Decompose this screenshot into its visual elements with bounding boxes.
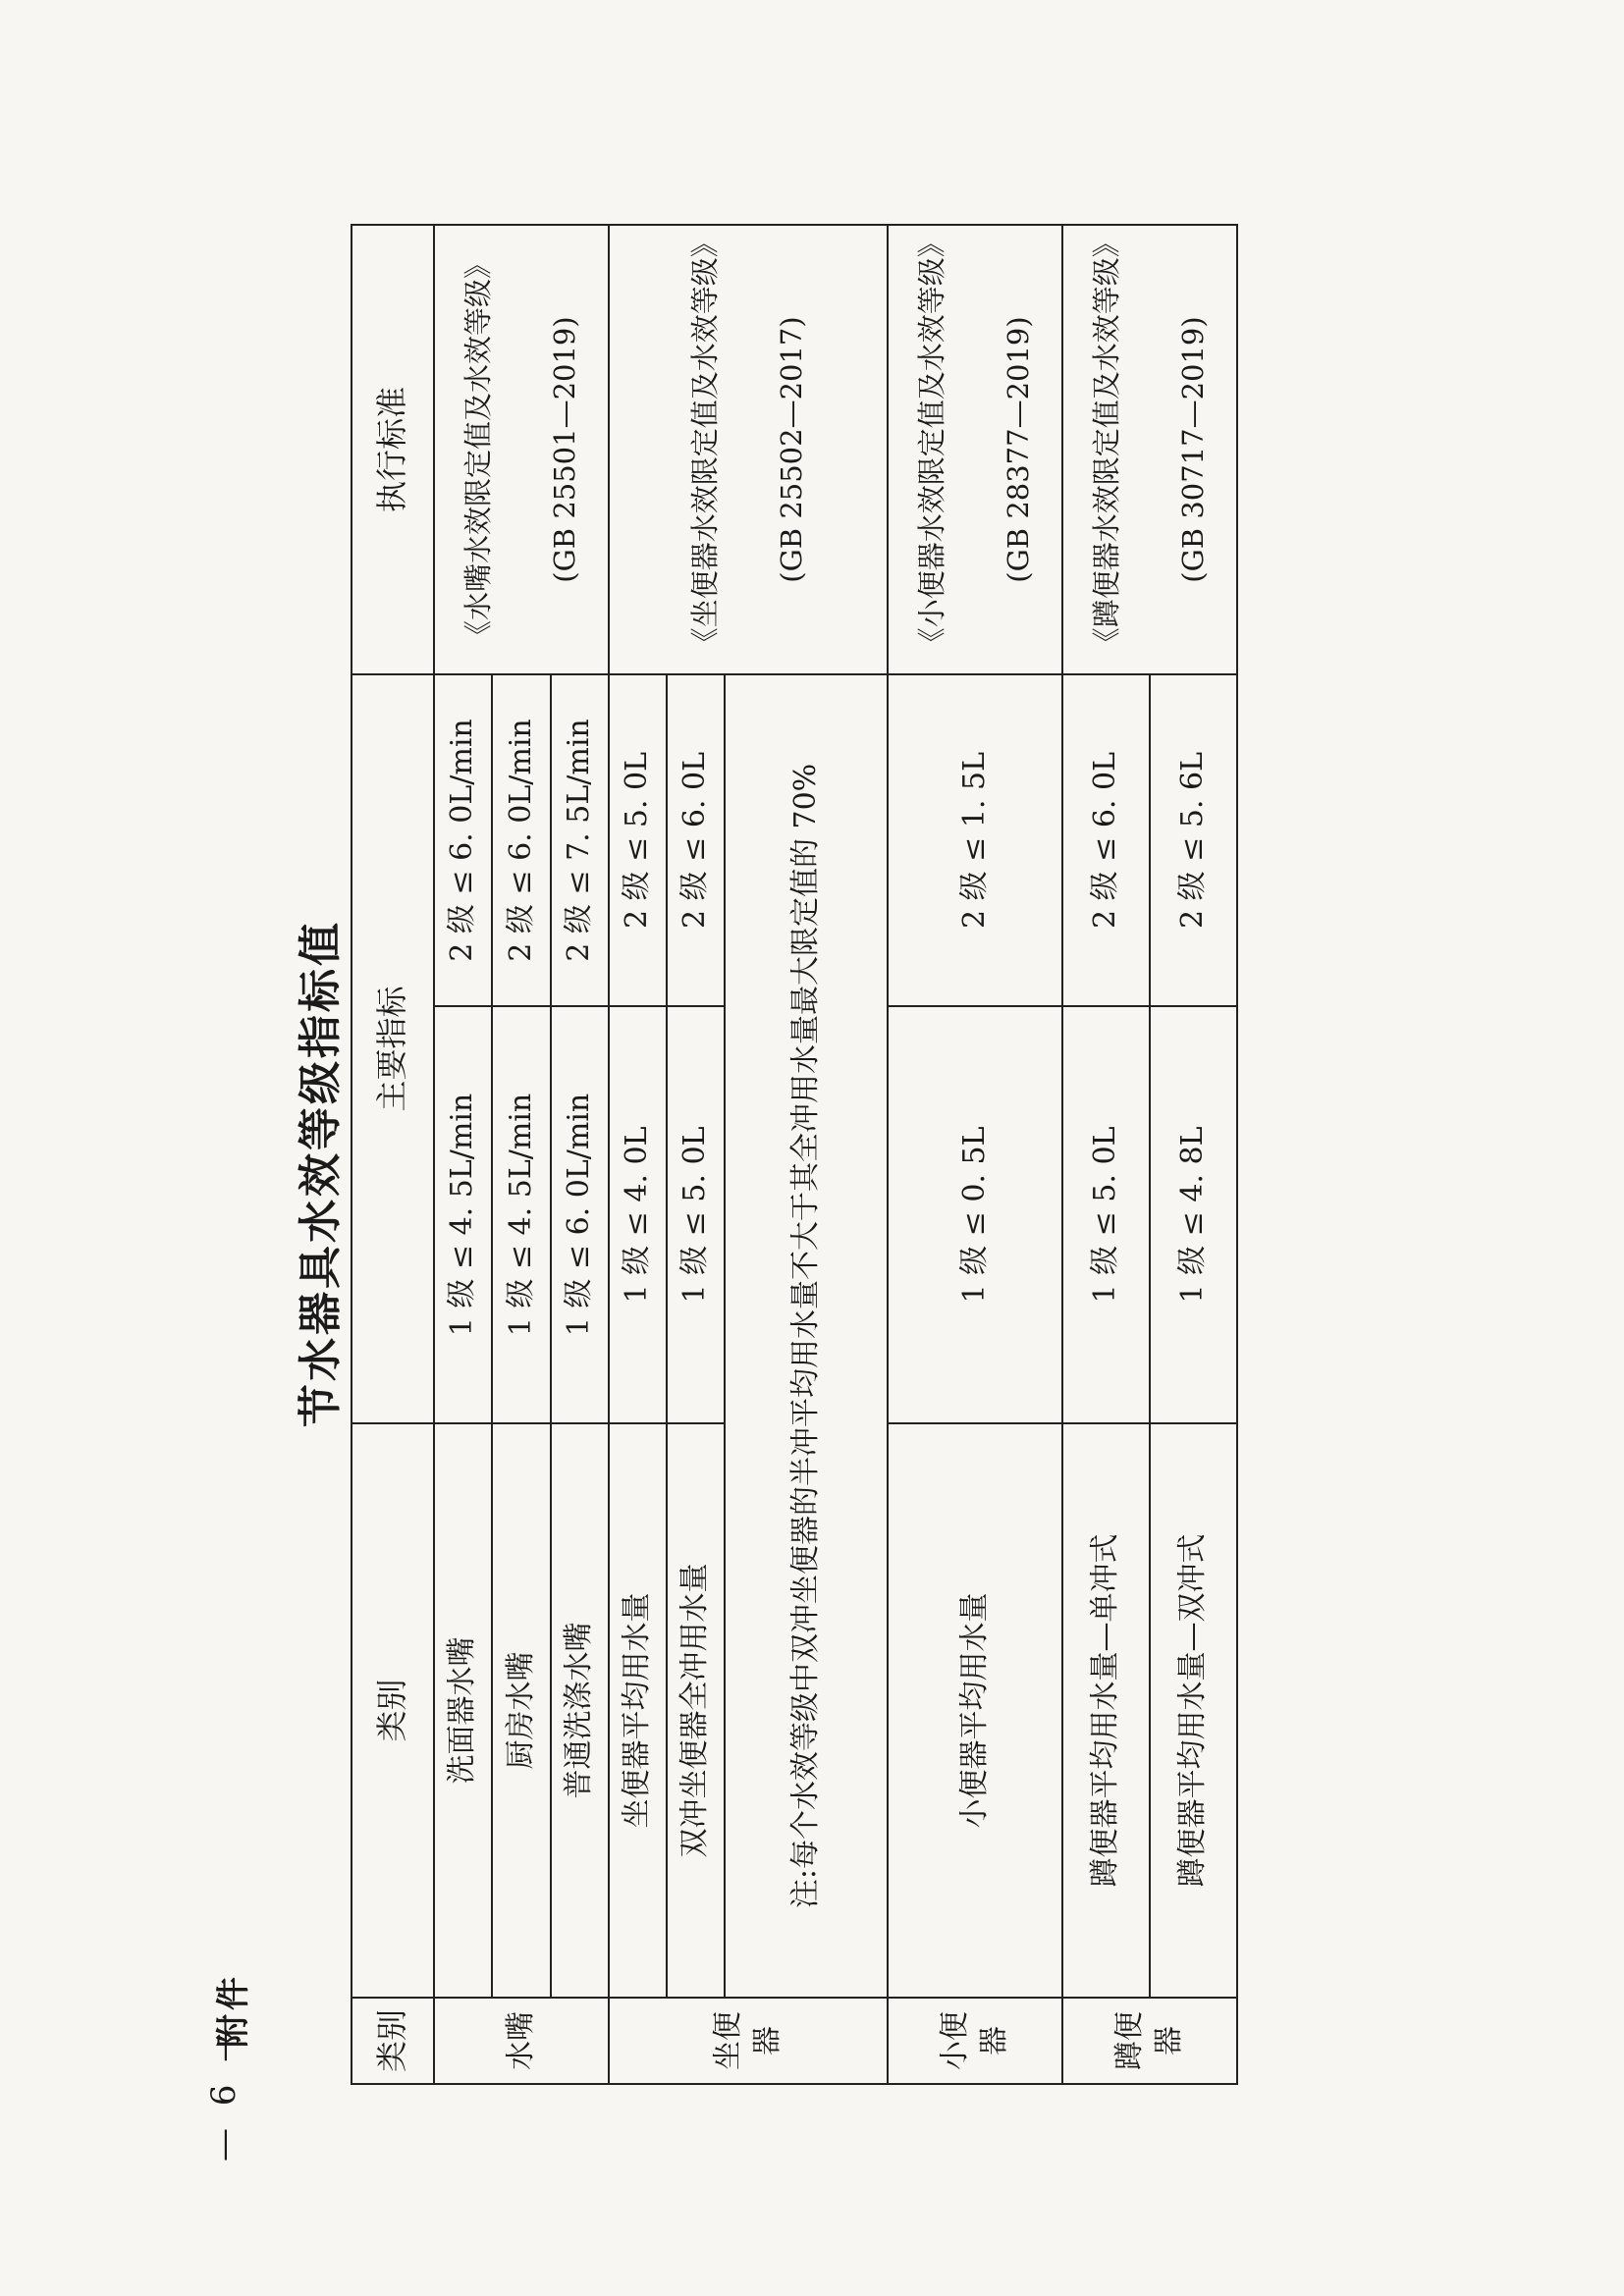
category-squat: 蹲便器 (1062, 1998, 1237, 2084)
water-efficiency-table (351, 224, 1238, 2085)
level1-value: 1 级 ≤ 4. 5L/min (434, 1006, 492, 1423)
row-name: 小便器平均用水量 (888, 1423, 1062, 1998)
page-number: — 6 — (204, 2022, 244, 2162)
level1-value: 1 级 ≤ 4. 5L/min (492, 1006, 550, 1423)
level2-value: 2 级 ≤ 5. 6L (1150, 674, 1237, 1006)
level2-value: 2 级 ≤ 1. 5L (888, 674, 1062, 1006)
row-name: 洗面器水嘴 (434, 1423, 492, 1998)
level2-value: 2 级 ≤ 6. 0L/min (434, 674, 492, 1006)
category-urinal: 小便器 (888, 1998, 1062, 2084)
level2-value: 2 级 ≤ 6. 0L (667, 674, 725, 1006)
header-standard: 执行标准 (352, 225, 434, 674)
level2-value: 2 级 ≤ 6. 0L (1062, 674, 1150, 1006)
page-title: 节水器具水效等级指标值 (296, 920, 346, 1427)
table-row (888, 225, 1062, 2084)
standard-urinal: 《小便器水效限定值及水效等级》(GB 28377—2019) (888, 225, 1062, 674)
level1-value: 1 级 ≤ 5. 0L (667, 1006, 725, 1423)
header-subcategory: 类别 (352, 1423, 434, 1998)
table-header-row (352, 225, 434, 2084)
level1-value: 1 级 ≤ 5. 0L (1062, 1006, 1150, 1423)
row-name: 蹲便器平均用水量—双冲式 (1150, 1423, 1237, 1998)
row-name: 蹲便器平均用水量—单冲式 (1062, 1423, 1150, 1998)
row-name: 厨房水嘴 (492, 1423, 550, 1998)
standard-squat: 《蹲便器水效限定值及水效等级》(GB 30717—2019) (1062, 225, 1237, 674)
level1-value: 1 级 ≤ 4. 0L (609, 1006, 667, 1423)
row-name: 双冲坐便器全冲用水量 (667, 1423, 725, 1998)
header-category: 类别 (352, 1998, 434, 2084)
level2-value: 2 级 ≤ 5. 0L (609, 674, 667, 1006)
row-name: 坐便器平均用水量 (609, 1423, 667, 1998)
attachment-label: 附件 (214, 1973, 253, 2048)
standard-toilet: 《坐便器水效限定值及水效等级》(GB 25502—2017) (609, 225, 888, 674)
header-main-indicator: 主要指标 (352, 674, 434, 1423)
level1-value: 1 级 ≤ 6. 0L/min (551, 1006, 609, 1423)
level1-value: 1 级 ≤ 4. 8L (1150, 1006, 1237, 1423)
row-name: 普通洗涤水嘴 (551, 1423, 609, 1998)
category-toilet: 坐便器 (609, 1998, 888, 2084)
level2-value: 2 级 ≤ 6. 0L/min (492, 674, 550, 1006)
level1-value: 1 级 ≤ 0. 5L (888, 1006, 1062, 1423)
standard-faucet: 《水嘴水效限定值及水效等级》(GB 25501—2019) (434, 225, 609, 674)
level2-value: 2 级 ≤ 7. 5L/min (551, 674, 609, 1006)
table-row (609, 225, 667, 2084)
table-row (434, 225, 492, 2084)
category-faucet: 水嘴 (434, 1998, 609, 2084)
toilet-note: 注:每个水效等级中双冲坐便器的半冲平均用水量不大于其全冲用水量最大限定值的 70% (725, 674, 888, 1998)
table-row (1062, 225, 1150, 2084)
